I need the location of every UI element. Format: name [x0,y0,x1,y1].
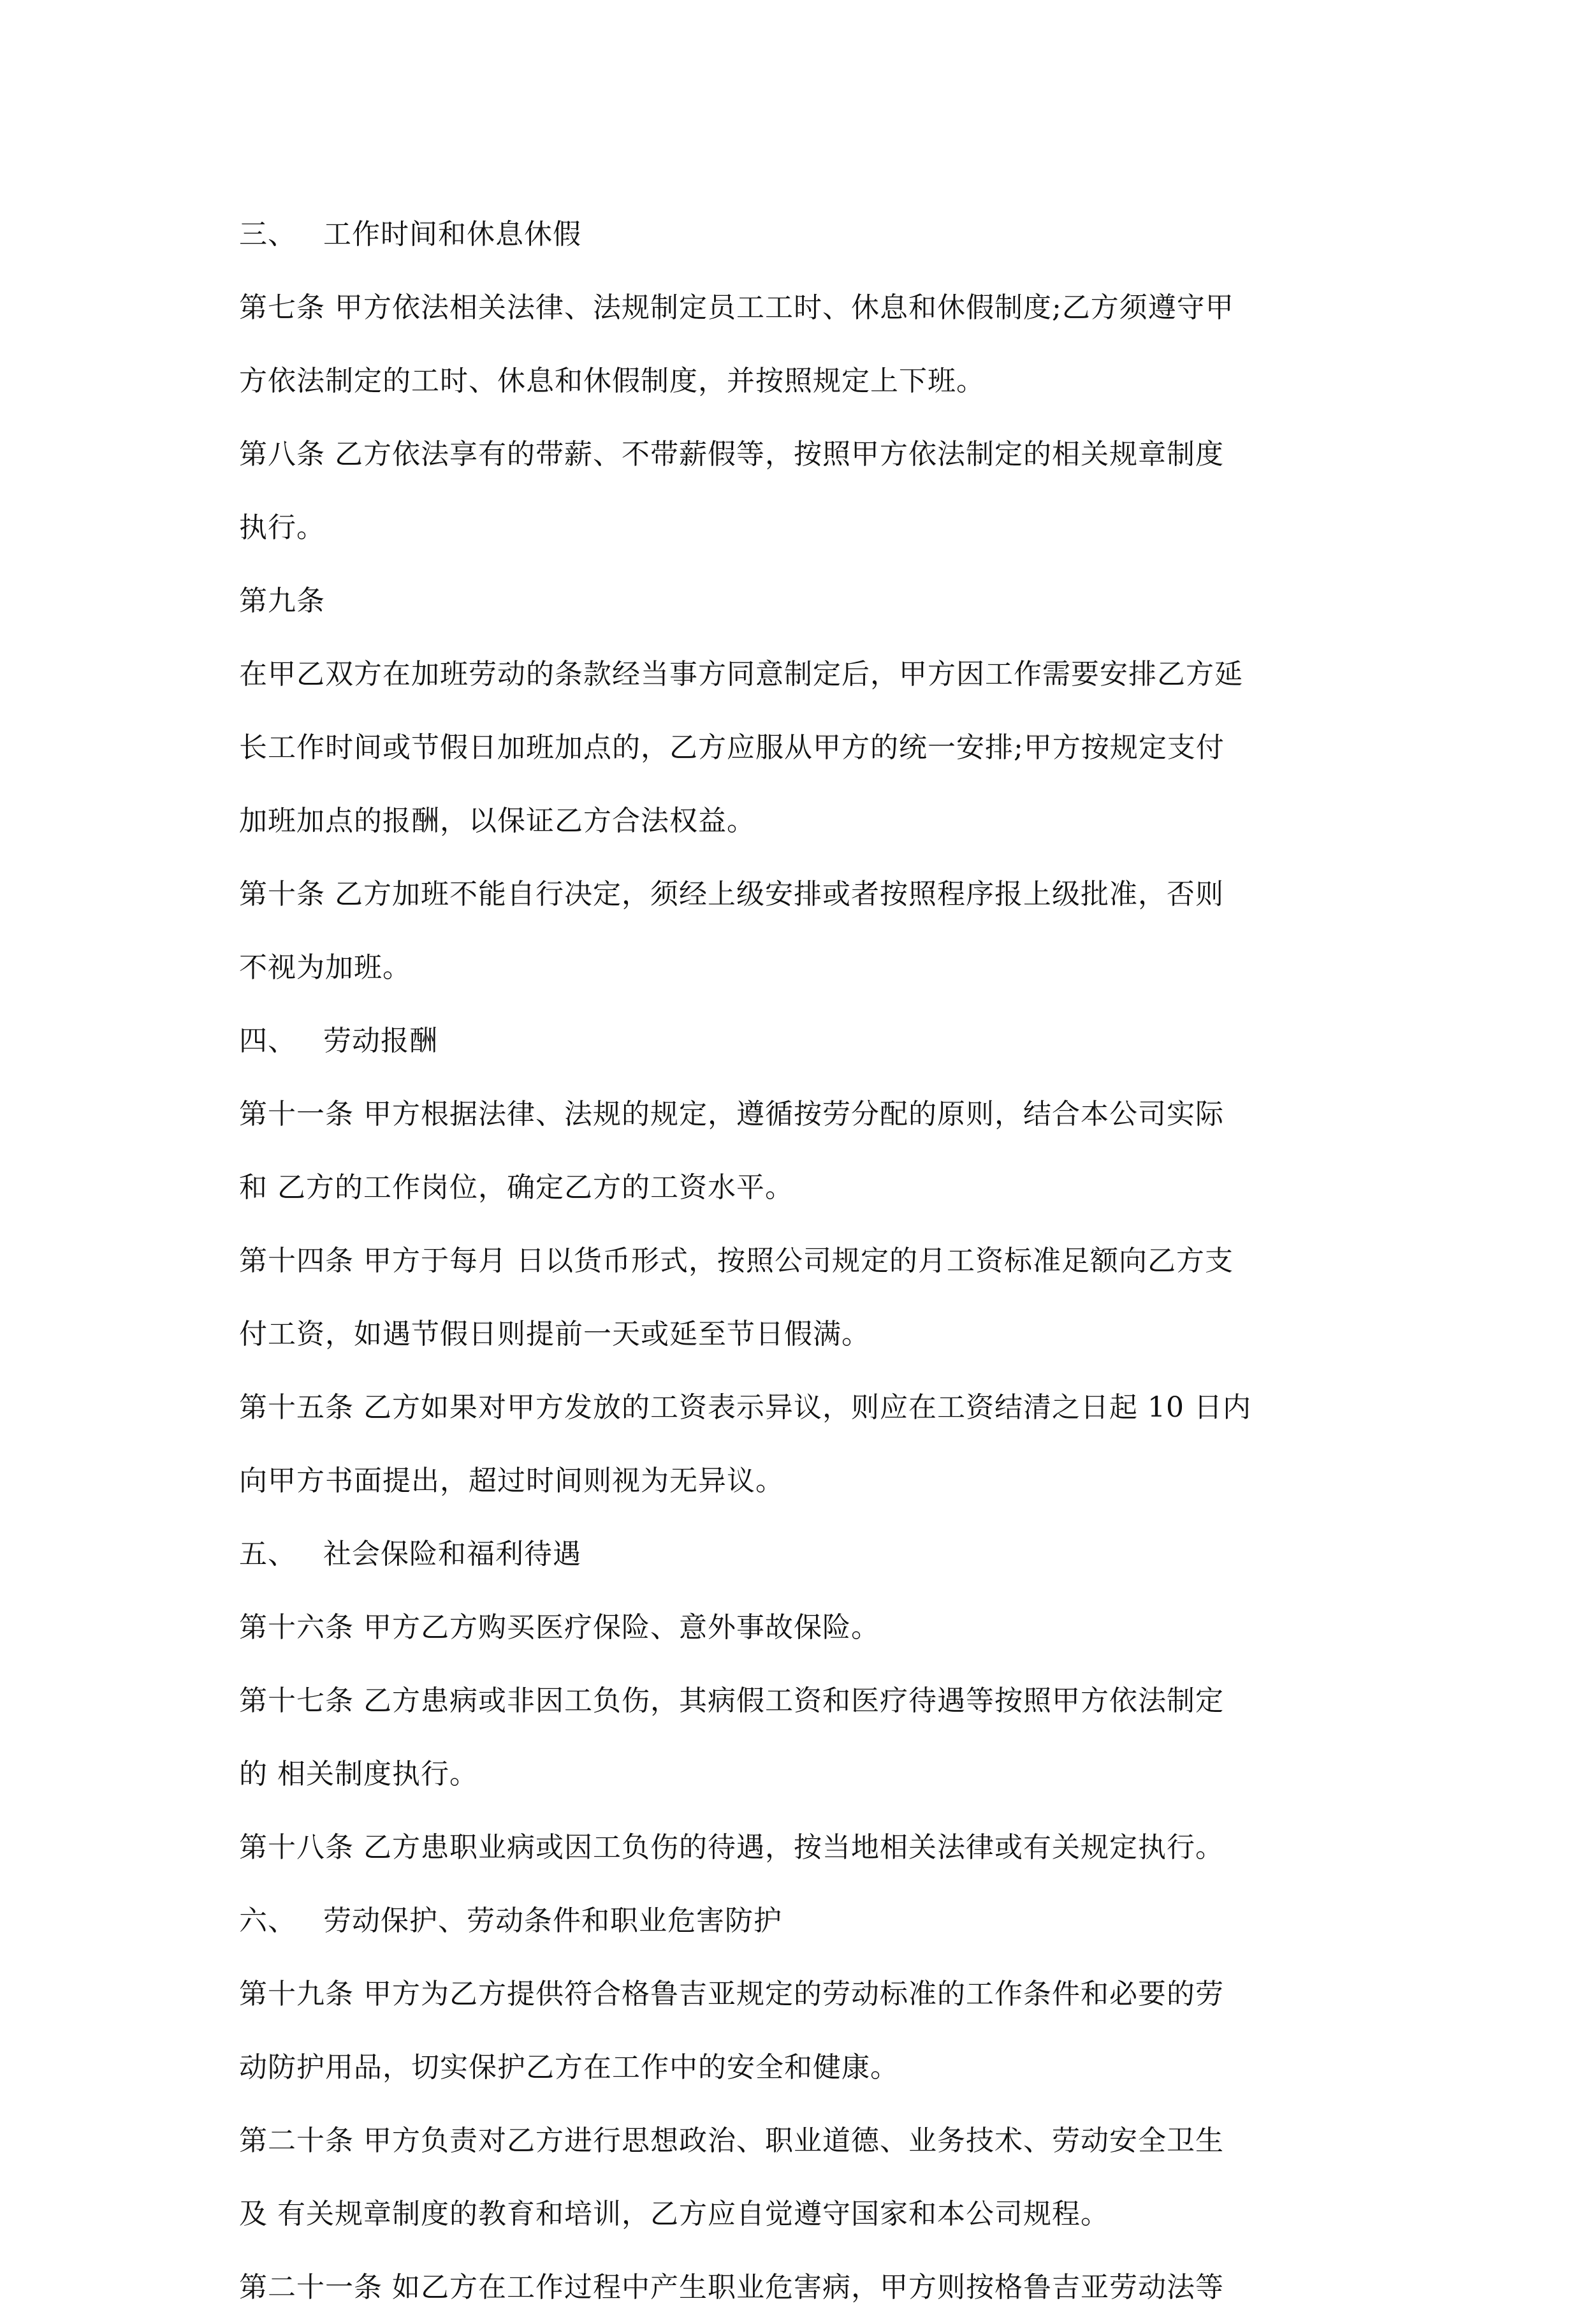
paragraph-line: 第十八条 乙方患职业病或因工负伤的待遇，按当地相关法律或有关规定执行。 [239,1831,1224,1864]
paragraph-line: 第十四条 甲方于每月 日以货币形式，按照公司规定的月工资标准足额向乙方支 [239,1245,1234,1277]
section-number: 五、 [239,1538,296,1570]
section-heading [239,1517,1348,1591]
section-heading [239,198,1348,271]
section-title: 劳动报酬 [323,1025,438,1057]
paragraph-line: 第十六条 甲方乙方购买医疗保险、意外事故保险。 [239,1611,880,1644]
paragraph-line: 不视为加班。 [239,951,411,984]
paragraph-line: 的 相关制度执行。 [239,1758,478,1790]
paragraph-line: 第七条 甲方依法相关法律、法规制定员工工时、休息和休假制度;乙方须遵守甲 [239,291,1234,324]
section-heading [239,1004,1348,1078]
paragraph-line: 及 有关规章制度的教育和培训，乙方应自觉遵守国家和本公司规程。 [239,2198,1109,2230]
paragraph-line: 动防护用品，切实保护乙方在工作中的安全和健康。 [239,2051,899,2084]
paragraph-line: 在甲乙双方在加班劳动的条款经当事方同意制定后，甲方因工作需要安排乙方延 [239,658,1243,691]
section-number: 四、 [239,1025,296,1057]
paragraph-line: 加班加点的报酬，以保证乙方合法权益。 [239,805,755,837]
section-number: 六、 [239,1904,296,1937]
paragraph-line: 第二十条 甲方负责对乙方进行思想政治、职业道德、业务技术、劳动安全卫生 [239,2124,1224,2157]
paragraph-line: 第十九条 甲方为乙方提供符合格鲁吉亚规定的劳动标准的工作条件和必要的劳 [239,1978,1224,2010]
paragraph-line: 长工作时间或节假日加班加点的，乙方应服从甲方的统一安排;甲方按规定支付 [239,731,1225,764]
paragraph-line: 第二十一条 如乙方在工作过程中产生职业危害病，甲方则按格鲁吉亚劳动法等 [239,2271,1224,2304]
paragraph-line: 第八条 乙方依法享有的带薪、不带薪假等，按照甲方依法制定的相关规章制度 [239,438,1224,471]
paragraph-line: 向甲方书面提出，超过时间则视为无异议。 [239,1465,784,1497]
section-heading [239,1884,1348,1957]
paragraph-line: 和 乙方的工作岗位，确定乙方的工资水平。 [239,1171,794,1204]
section-title: 工作时间和休息休假 [323,218,581,251]
paragraph-line: 第十条 乙方加班不能自行决定，须经上级安排或者按照程序报上级批准，否则 [239,878,1224,910]
section-title: 社会保险和福利待遇 [323,1538,581,1570]
paragraph-line: 执行。 [239,511,325,544]
section-title: 劳动保护、劳动条件和职业危害防护 [323,1904,782,1937]
paragraph-line: 付工资，如遇节假日则提前一天或延至节日假满。 [239,1318,870,1350]
section-number: 三、 [239,218,296,251]
paragraph-line: 第十五条 乙方如果对甲方发放的工资表示异议，则应在工资结清之日起 10 日内 [239,1391,1251,1424]
paragraph-line: 第十七条 乙方患病或非因工负伤，其病假工资和医疗待遇等按照甲方依法制定 [239,1685,1224,1717]
paragraph-line: 方依法制定的工时、休息和休假制度，并按照规定上下班。 [239,365,985,397]
paragraph-line: 第九条 [239,585,325,617]
paragraph-line: 第十一条 甲方根据法律、法规的规定，遵循按劳分配的原则，结合本公司实际 [239,1098,1224,1130]
document-body [239,198,1348,2324]
